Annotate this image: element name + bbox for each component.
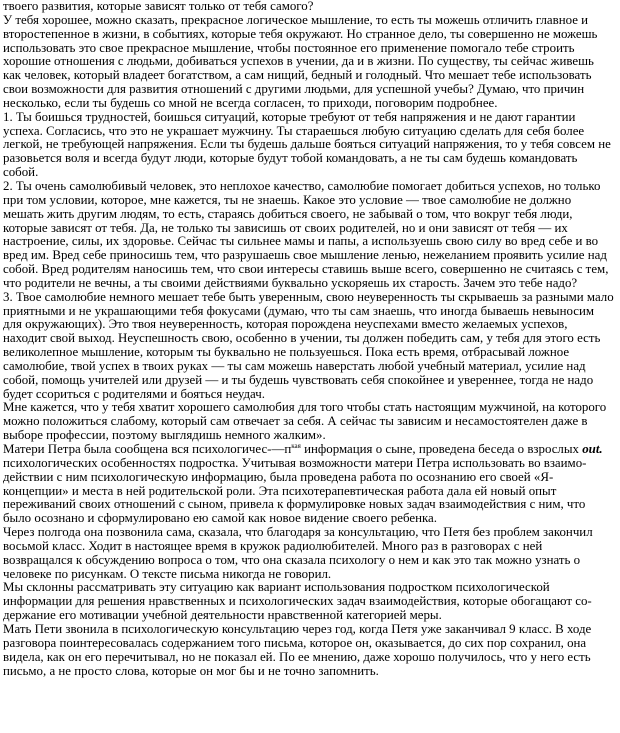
paragraph-situation-analysis: Мы склонны рассматривать эту ситуацию как вариант использования подростком психологической информации для решения нравственных и психологических задач взаимодействия, которые обогащают со-держание его мотивации учебной деятельности нравственной категорией меры.	[3, 580, 592, 623]
paragraph-intro-line: твоего развития, которые зависят только от тебя самого?	[3, 0, 314, 13]
paragraph-conclusion-letter: Мне кажется, что у тебя хватит хорошего самолюбия для того чтобы стать настоящим мужчиной, на которого можно положиться слабому, который сам отвечает за себя. А сейчас ты зависим и несамостоятелен даже в выборе профессии, поэтому выглядишь немного жалким».	[3, 400, 607, 443]
paragraph-logical-thinking: У тебя хорошее, можно сказать, прекрасное логическое мышление, то есть ты можешь отличить главное и второстепенное в жизни, в событиях, которые тебя окружают. Но странное дело, ты совершенно не можешь использовать это свое прекрасное мышление, чтобы постоянное его применение помогало тебе строить хорошие отношения с людьми, добиваться успехов в учении, да и в жизни. По существу, ты сейчас живешь как человек, который владеет богатством, а сам нищий, бедный и голодный. Что мешает тебе использовать свои возможности для развития отношений с другими людьми, для успешной учебы? Думаю, что причин несколько, если ты будешь со мной не всегда согласен, то приходи, поговорим подробнее.	[3, 12, 598, 110]
paragraph-point-1-fear: 1. Ты боишься трудностей, боишься ситуаций, которые требуют от тебя напряжения и не дают гарантии успеха. Согласись, что это не украшает мужчину. Ты стараешься любую ситуацию сделать для себя более легкой, не требующей напряжения. Если ты будешь дальше бояться ситуаций напряжения, то у тебя совсем не разовьется воля и всегда будут люди, которые будут тобой командовать, а не ты сам будешь командовать собой.	[3, 109, 611, 180]
paragraph-mother-information	[3, 443, 614, 526]
mother-text-rest: психологических особенностях подростка. Учитывая возможности матери Петра использовать во взаимо-действии с ним психологическую информацию, была проведена работа по осознанию его своей «Я-концепции» и места в ней родительской роли. Эта психотерапевтическая работа дала ей новый опыт переживаний своих отношений с сыном, привела к формулировке новых задач взаимодействия с ним, что было осознано и сформулировано ею самой как новое видение своего ребенка.	[3, 455, 587, 526]
bold-italic-fragment: out.	[582, 442, 603, 456]
mother-text-middle: информация о сыне, проведена беседа о взрослых	[300, 442, 583, 456]
paragraph-point-2-self-love: 2. Ты очень самолюбивый человек, это неплохое качество, самолюбие помогает добиться успехов, но только при том условии, которое, мне кажется, ты не знаешь. Какое это условие — твое самолюбие не должно мешать жить другим людям, то есть, стараясь добиться своего, не забывай о том, что вокруг тебя люди, которые зависят от тебя. Да, не только ты зависишь от своих родителей, но и они зависят от тебя — их настроение, силы, их здоровье. Сейчас ты сильнее мамы и папы, а используешь свою силу во вред себе и во вред им. Вред себе приносишь тем, что разрушаешь свое мышление ленью, нежеланием проявить усилие над собой. Вред родителям наносишь тем, что свои интересы ставишь выше всего, совершенно не считаясь с тем, что родители не вечны, а ты своими действиями буквально ускоряешь их старость. Зачем это тебе надо?	[3, 178, 609, 290]
paragraph-year-later-call: Мать Пети звонила в психологическую консультацию через год, когда Петя уже заканчивал 9 класс. В ходе разговора поинтересовалась содержанием того письма, которое он, оказывается, до сих пор сохранил, она видела, как он его перечитывал, но не показал ей. По ее мнению, даже хорошо получилось, что у него есть письмо, а не просто слова, которые он мог бы и не точно запомнить.	[3, 621, 592, 678]
paragraph-half-year-later: Через полгода она позвонила сама, сказала, что благодаря за консультацию, что Петя без проблем закончил восьмой класс. Ходит в настоящее время в кружок радиолюбителей. Много раз в разговорах с ней возвращался к обсуждению вопроса о том, что она сказала психологу о нем и как это так можно узнать о человеке по рисункам. О тексте письма никогда не говорил.	[3, 525, 593, 581]
mother-text-start: Матери Петра была сообщена вся психологичес-—п	[3, 442, 292, 456]
superscript-fragment: кая	[291, 442, 301, 450]
paragraph-point-3-confidence: 3. Твое самолюбие немного мешает тебе быть уверенным, свою неуверенность ты скрываешь за разными мало приятными и не украшающими тебя фокусами (думаю, что ты сам знаешь, что иногда бываешь невыносим для окружающих). Это твоя неуверенность, которая порождена неуспехами вместо желаемых успехов, находит свой выход. Неуспешность свою, особенно в учении, ты должен победить сам, у тебя для этого есть великолепное мышление, которым ты буквально не пользуешься. Пока есть время, отбрасывай ложное самолюбие, твой успех в твоих руках — ты сам можешь наверстать любой учебный материал, усилие над собой, помощь учителей или друзей — и ты будешь чувствовать себя спокойнее и увереннее, тогда не надо будет ссориться с родителями и бояться неудач.	[3, 289, 614, 401]
